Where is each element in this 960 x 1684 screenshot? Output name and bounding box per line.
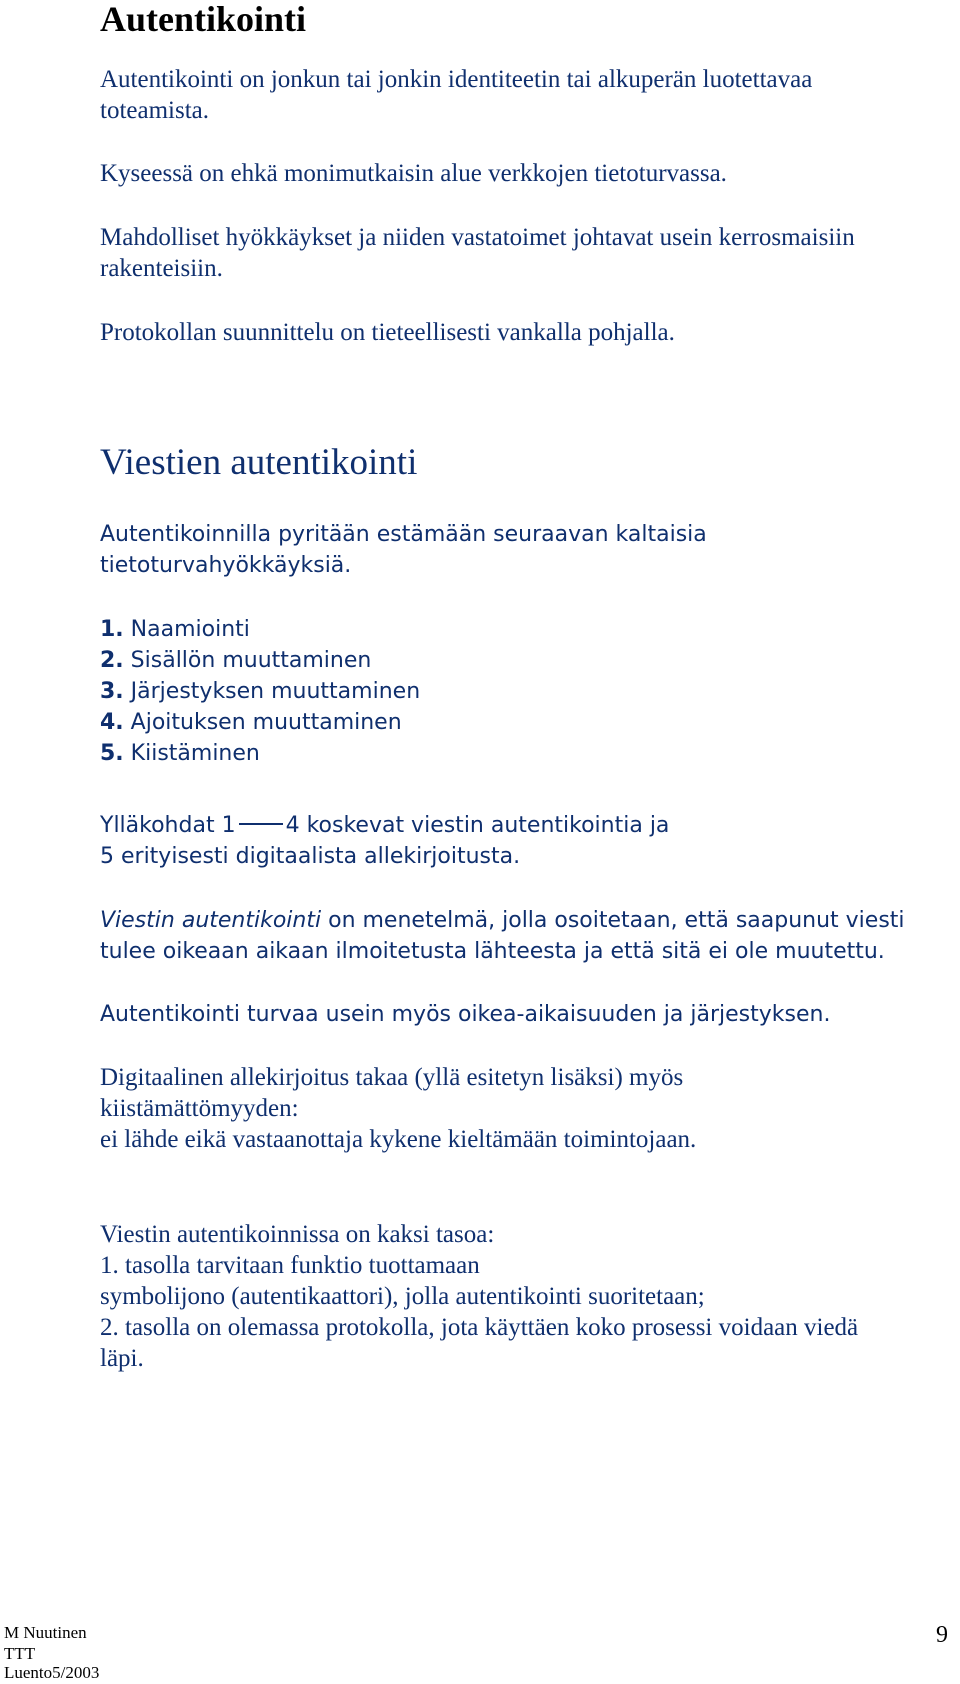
list-number: 1.	[100, 617, 124, 642]
paragraph-line: Mahdolliset hyökkäykset ja niiden vastatoimet johtavat usein kerrosmaisiin	[100, 224, 855, 251]
definition-line	[100, 905, 905, 936]
list-item	[100, 707, 402, 738]
intro-line: tietoturvahyökkäyksiä.	[100, 553, 352, 578]
list-number: 5.	[100, 741, 124, 766]
paragraph-line: toteamista.	[100, 97, 209, 124]
page-number: 9	[936, 1622, 948, 1648]
list-text: Kiistäminen	[130, 741, 260, 766]
paragraph-line: 2. tasolla on olemassa protokolla, jota käyttäen koko prosessi voidaan viedä	[100, 1314, 859, 1341]
footer-course: TTT	[4, 1644, 36, 1663]
list-item	[100, 614, 250, 645]
footer-lecture: Luento5/2003	[4, 1663, 100, 1682]
list-text: Naamiointi	[130, 617, 250, 642]
paragraph-line: rakenteisiin.	[100, 255, 223, 282]
paragraph-line: Viestin autentikoinnissa on kaksi tasoa:	[100, 1221, 495, 1248]
paragraph-line: Autentikointi on jonkun tai jonkin identiteetin tai alkuperän luotettavaa	[100, 66, 813, 93]
paragraph-line: Protokollan suunnittelu on tieteellisesti vankalla pohjalla.	[100, 319, 675, 346]
list-item	[100, 738, 260, 769]
paragraph-line: 1. tasolla tarvitaan funktio tuottamaan	[100, 1252, 480, 1279]
note-line	[100, 810, 669, 841]
list-text: Ajoituksen muuttaminen	[130, 710, 402, 735]
definition-term: Viestin autentikointi	[100, 908, 322, 933]
section-heading: Viestien autentikointi	[100, 442, 418, 483]
range-dash	[239, 823, 283, 825]
definition-text: on menetelmä, jolla osoitetaan, että saapunut viesti	[321, 908, 905, 933]
list-item	[100, 645, 371, 676]
note-line: 5 erityisesti digitaalista allekirjoitusta.	[100, 844, 521, 869]
list-number: 4.	[100, 710, 124, 735]
paragraph-line: Autentikointi turvaa usein myös oikea-aikaisuuden ja järjestyksen.	[100, 1002, 831, 1027]
note-text-b: 4 koskevat viestin autentikointia ja	[285, 813, 670, 838]
list-text: Sisällön muuttaminen	[130, 648, 372, 673]
list-number: 3.	[100, 679, 124, 704]
paragraph-line: Digitaalinen allekirjoitus takaa (yllä esitetyn lisäksi) myös	[100, 1064, 684, 1091]
paragraph-line: kiistämättömyyden:	[100, 1095, 299, 1122]
paragraph-line: läpi.	[100, 1345, 144, 1372]
list-text: Järjestyksen muuttaminen	[130, 679, 421, 704]
definition-line: tulee oikeaan aikaan ilmoitetusta lähteesta ja että sitä ei ole muutettu.	[100, 939, 885, 964]
intro-line: Autentikoinnilla pyritään estämään seuraavan kaltaisia	[100, 522, 707, 547]
footer-author: M Nuutinen	[4, 1623, 87, 1642]
list-item	[100, 676, 420, 707]
paragraph-line: Kyseessä on ehkä monimutkaisin alue verkkojen tietoturvassa.	[100, 160, 727, 187]
list-number: 2.	[100, 648, 124, 673]
paragraph-line: symbolijono (autentikaattori), jolla autentikointi suoritetaan;	[100, 1283, 705, 1310]
note-text-a: Ylläkohdat 1	[100, 813, 236, 838]
page-title: Autentikointi	[100, 0, 307, 39]
paragraph-line: ei lähde eikä vastaanottaja kykene kieltämään toimintojaan.	[100, 1126, 697, 1153]
